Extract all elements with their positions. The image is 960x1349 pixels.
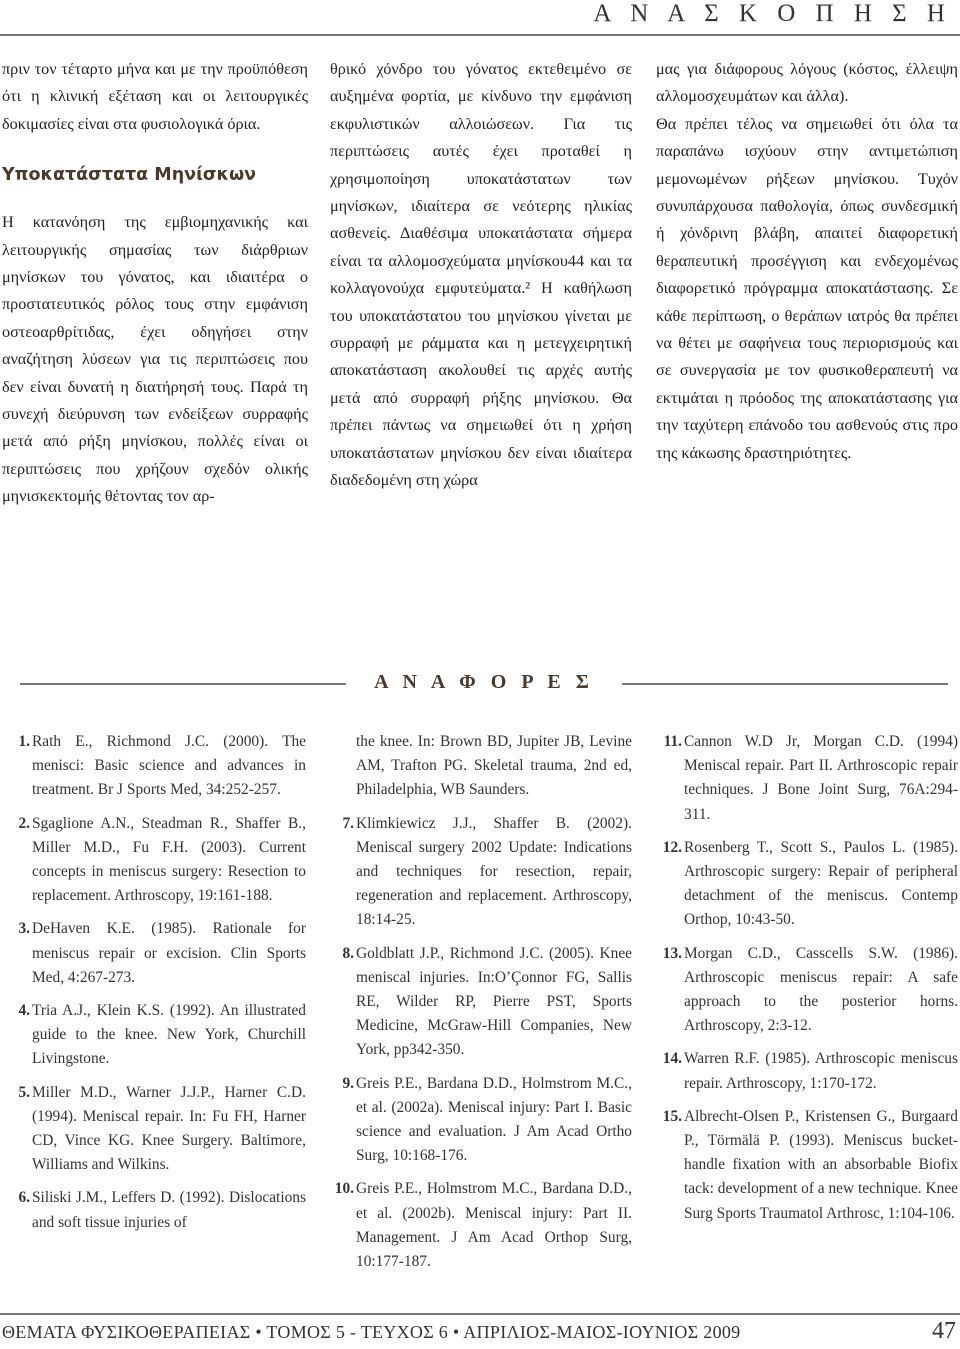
reference-text: Sgaglione A.N., Steadman R., Shaffer B., Miller M.D., Fu F.H. (2003). Current concepts in meniscus surgery: Resection to replacement. Arthroscopy, 19:161-188.	[32, 814, 306, 905]
reference-text: Morgan C.D., Casscells S.W. (1986). Arthroscopic meniscus repair: A safe approach to the posterior horns. Arthroscopy, 2:3-12.	[684, 944, 958, 1035]
reference-number: 1.	[18, 733, 30, 750]
reference-item	[330, 812, 632, 933]
reference-number: 14.	[662, 1050, 682, 1068]
reference-text: Albrecht-Olsen P., Kristensen G., Burgaard P., Törmälä P. (1993). Meniscus bucket-handle fixation with an absorbable Biofix tack: development of a new technique. Knee Surg Sports Traumatol Arthrosc, 1:104-106.	[684, 1107, 958, 1222]
paragraph: μας για διάφορους λόγους (κόστος, έλλειψη αλλομοσχευμάτων και άλλα).	[656, 60, 958, 106]
reference-text: Siliski J.M., Leffers D. (1992). Dislocations and soft tissue injuries of	[32, 1189, 306, 1231]
reference-text: Greis P.E., Holmstrom M.C., Bardana D.D., et al. (2002b). Meniscal injury: Part II. Management. J Am Acad Orthop Surg, 10:177-187.	[356, 1180, 632, 1271]
reference-text: Warren R.F. (1985). Arthroscopic meniscus repair. Arthroscopy, 1:170-172.	[684, 1050, 958, 1092]
references-rule-right	[622, 683, 948, 685]
journal-footer: ΘΕΜΑΤΑ ΦΥΣΙΚΟΘΕΡΑΠΕΙΑΣ • ΤΟΜΟΣ 5 - ΤΕΥΧΟΣ 6 • ΑΠΡΙΛΙΟΣ-ΜΑΙΟΣ-ΙΟΥΝΙΟΣ 2009	[2, 1322, 741, 1342]
reference-number: 5.	[18, 1083, 30, 1101]
reference-item	[6, 812, 306, 909]
body-column-1	[2, 56, 308, 511]
page-number: 47	[932, 1318, 956, 1344]
reference-item	[6, 917, 306, 990]
paragraph: πριν τον τέταρτο μήνα και με την προϋπόθεση ότι η κλινική εξέταση και οι λειτουργικές δοκιμασίες είναι στα φυσιολογικά όρια.	[2, 60, 308, 133]
header-divider	[0, 34, 960, 36]
reference-number: 6.	[18, 1189, 30, 1207]
reference-number: 12.	[662, 838, 682, 856]
reference-number: 4.	[18, 1002, 30, 1020]
reference-text: Goldblatt J.P., Richmond J.C. (2005). Knee meniscal injuries. In:O’Çonnor FG, Sallis RE, Wilder RP, Pierre PST, Sports Medicine, McGraw-Hill Companies, New York, pp342-350.	[356, 944, 632, 1059]
reference-item	[6, 730, 306, 803]
reference-item	[654, 836, 958, 933]
reference-item	[6, 1186, 306, 1234]
reference-continuation: the knee. In: Brown BD, Jupiter JB, Levine AM, Trafton PG. Skeletal trauma, 2nd ed, Philadelphia, WB Saunders.	[356, 733, 632, 799]
reference-item	[654, 1047, 958, 1095]
paragraph: Η κατανόηση της εμβιομηχανικής και λειτουργικής σημασίας των διάρθριων μηνίσκων του γόνατος, και ιδιαιτέρα ο προστατευτικός ρόλος τους στην εμφάνιση οστεοαρθρίτιδας, έχει οδηγήσει στην αναζήτηση λύσεων για τις περιπτώσεις που δεν είναι δυνατή η διατήρησή τους. Παρά τη συνεχή διεύρυνση των ενδείξεων συρραφής μετά από ρήξη μηνίσκου, πολλές είναι οι περιπτώσεις που χρήζουν σχεδόν ολικής μηνισκεκτομής θέτοντας τον αρ-	[2, 213, 308, 506]
paragraph: Θα πρέπει τέλος να σημειωθεί ότι όλα τα παραπάνω ισχύουν στην αντιμετώπιση μεμονωμένων ρήξεων μηνίσκου. Τυχόν συνυπάρχουσα παθολογία, όπως συνδεσμική ή χόνδρινη βλάβη, απαιτεί διαφορετική θεραπευτική προσέγγιση και ενδεχομένως διαφορετικό πρόγραμμα αποκατάστασης. Σε κάθε περίπτωση, ο θεράπων ιατρός θα πρέπει να θέτει με σαφήνεια τους περιορισμούς και σε συνεργασία με τον φυσικοθεραπευτή να εκτιμάται η πρόοδος της αποκατάστασης για την ταχύτερη επάνοδο του ασθενούς στις προ της κάκωσης δραστηριότητες.	[656, 114, 958, 462]
reference-number: 9.	[342, 1074, 354, 1092]
reference-number: 11.	[663, 733, 682, 750]
references-column-1	[6, 730, 306, 1244]
article-body	[0, 56, 960, 616]
paragraph: θρικό χόνδρο του γόνατος εκτεθειμένο σε αυξημένα φορτία, με κίνδυνο την εμφάνιση εκφυλιστικών αλλοιώσεων. Για τις περιπτώσεις αυτές έχει προταθεί η χρησιμοποίηση υποκατάστατων των μηνίσκων, ιδιαίτερα σε νεότερης ηλικίας ασθενείς. Διαθέσιμα υποκατάστατα σήμερα είναι τα αλλομοσχεύματα μηνίσκου44 και τα κολλαγονούχα εμφυτεύματα.² Η καθήλωση του υποκατάστατου του μηνίσκου γίνεται με συρραφή με ράμματα και η μετεγχειρητική αποκατάσταση ακολουθεί τις αρχές αυτής μετά από συρραφή ρήξης μηνίσκου. Θα πρέπει πάντως να σημειωθεί ότι η χρήση υποκατάστατων μηνίσκου δεν είναι ιδιαίτερα διαδεδομένη στη χώρα	[330, 60, 632, 490]
reference-text: Miller M.D., Warner J.J.P., Harner C.D. (1994). Meniscal repair. In: Fu FH, Harner CD, Vince KG. Knee Surgery. Baltimore, Williams and Wilkins.	[32, 1083, 306, 1174]
reference-text: Tria A.J., Klein K.S. (1992). An illustrated guide to the knee. New York, Churchill Livingstone.	[32, 1002, 306, 1068]
reference-item	[330, 1177, 632, 1274]
references-rule-left	[20, 683, 346, 685]
reference-item	[6, 999, 306, 1072]
reference-text: Greis P.E., Bardana D.D., Holmstrom M.C., et al. (2002a). Meniscal injury: Part I. Basic science and evaluation. J Am Acad Ortho Surg, 10:168-176.	[356, 1074, 632, 1165]
reference-item	[330, 942, 632, 1063]
references-heading: Α Ν Α Φ Ο Ρ Ε Σ	[374, 671, 594, 693]
references-column-3	[654, 730, 958, 1235]
section-heading: Υποκατάστατα Μηνίσκων	[2, 165, 257, 186]
reference-text: DeHaven K.E. (1985). Rationale for meniscus repair or excision. Clin Sports Med, 4:267-273.	[32, 920, 306, 986]
reference-text: Rath E., Richmond J.C. (2000). The menisci: Basic science and advances in treatment. Br J Sports Med, 34:252-257.	[32, 733, 306, 799]
reference-number: 3.	[18, 920, 30, 938]
body-column-3	[656, 56, 958, 467]
reference-number: 2.	[18, 814, 30, 832]
reference-number: 7.	[342, 814, 354, 832]
reference-item	[654, 730, 958, 827]
running-header: Α Ν Α Σ Κ Ο Π Η Σ Η	[593, 0, 952, 27]
references-column-2	[330, 730, 632, 1283]
reference-item	[654, 942, 958, 1039]
reference-number: 8.	[342, 944, 354, 962]
reference-item	[330, 1072, 632, 1169]
reference-item	[6, 1081, 306, 1178]
reference-item	[654, 1105, 958, 1226]
reference-number: 13.	[662, 944, 682, 962]
body-column-2	[330, 56, 632, 495]
reference-number: 10.	[334, 1180, 354, 1198]
reference-number: 15.	[662, 1107, 682, 1125]
reference-text: Rosenberg T., Scott S., Paulos L. (1985). Arthroscopic surgery: Repair of peripheral detachment of the meniscus. Contemp Orthop, 10:43-50.	[684, 838, 958, 929]
footer-divider	[0, 1313, 960, 1315]
reference-text: Cannon W.D Jr, Morgan C.D. (1994) Meniscal repair. Part II. Arthroscopic repair techniques. J Bone Joint Surg, 76A:294-311.	[684, 733, 958, 823]
reference-text: Klimkiewicz J.J., Shaffer B. (2002). Meniscal surgery 2002 Update: Indications and techniques for resection, repair, regeneration and replacement. Arthroscopy, 18:14-25.	[356, 814, 632, 929]
